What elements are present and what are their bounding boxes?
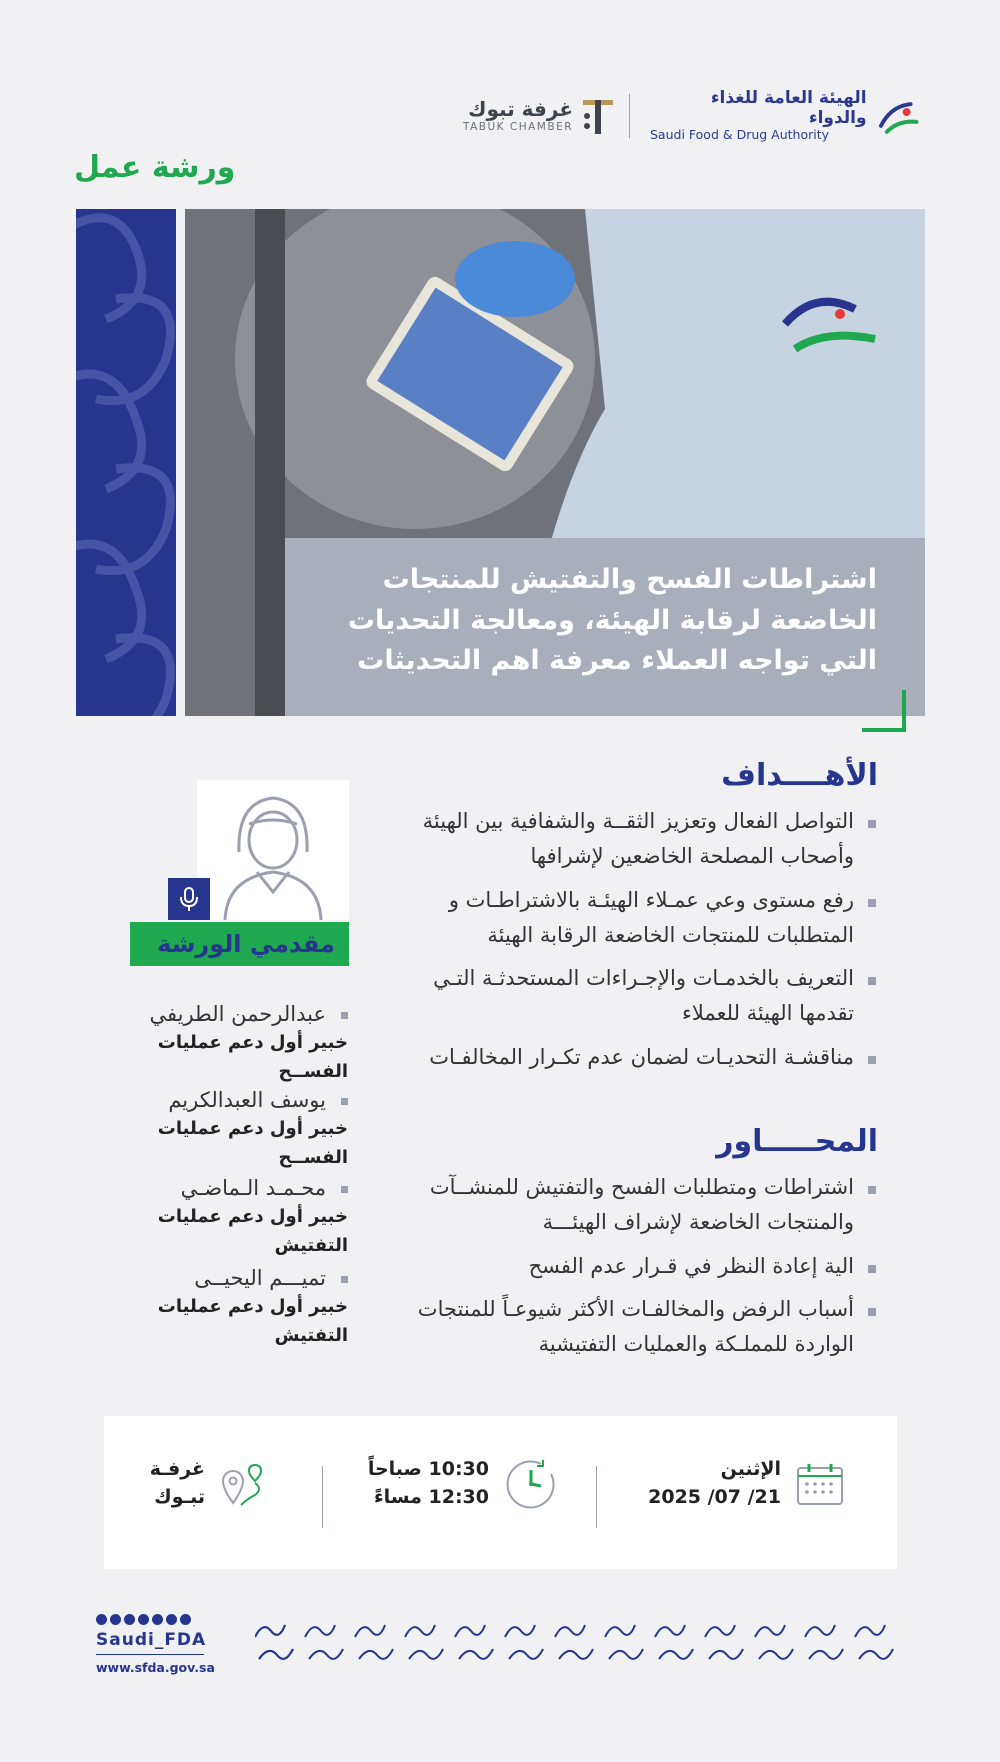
- axis-item: أسباب الرفض والمخالفـات الأكثر شيوعـاً للمنتجات الواردة للمملـكة والعمليات التفتيشية: [378, 1292, 878, 1363]
- info-divider: [322, 1466, 323, 1528]
- youtube-icon[interactable]: [138, 1614, 149, 1625]
- event-date: 2025 /07 /21: [648, 1485, 781, 1508]
- tabuk-name-ar: غرفة تبوك: [468, 97, 573, 122]
- axes-list: [378, 1170, 878, 1370]
- presenter-role: خبير أول دعم عمليات التفتيش: [157, 1296, 348, 1347]
- presenter-name: محـمـد الـماضـي: [88, 1174, 348, 1203]
- social-handle[interactable]: Saudi_FDA: [96, 1630, 207, 1650]
- objective-item: مناقشـة التحديـات لضمان عدم تكـرار المخالفـات: [378, 1040, 878, 1075]
- x-icon[interactable]: [96, 1614, 107, 1625]
- snapchat-icon[interactable]: [110, 1614, 121, 1625]
- location-icon: [219, 1459, 267, 1509]
- time-info: [368, 1456, 559, 1512]
- tabuk-logo-icon: [581, 96, 615, 136]
- footer-decorative-pattern: [255, 1617, 905, 1673]
- location-line-1: غرفـة: [149, 1458, 205, 1480]
- microphone-badge: [168, 878, 210, 920]
- sfda-logo-icon: [877, 96, 920, 136]
- event-info-bar: [104, 1416, 897, 1569]
- avatar: [197, 780, 349, 920]
- presenter-role: خبير أول دعم عمليات التفتيش: [157, 1206, 348, 1257]
- sfda-name-en: Saudi Food & Drug Authority: [650, 127, 830, 143]
- sfda-name-ar: الهيئة العامة للغذاء والدواء: [710, 88, 867, 128]
- tiktok-icon[interactable]: [180, 1614, 191, 1625]
- objectives-list: [378, 804, 878, 1083]
- location-info: [150, 1456, 267, 1511]
- presenter-item: [88, 1086, 348, 1173]
- corner-accent-vertical: [902, 690, 906, 732]
- website-link[interactable]: www.sfda.gov.sa: [96, 1660, 215, 1675]
- tabuk-name-en: TABUK CHAMBER: [463, 121, 573, 134]
- presenter-name: عبدالرحمن الطريفي: [88, 1000, 348, 1029]
- presenter-item: [88, 1174, 348, 1261]
- location-line-2: تبـوك: [154, 1485, 205, 1508]
- presenter-item: [88, 1000, 348, 1087]
- presenter-name: تميـــم اليحيــى: [88, 1264, 348, 1293]
- sfda-logo: [650, 88, 920, 143]
- instagram-icon[interactable]: [124, 1614, 135, 1625]
- tabuk-logo: [440, 92, 615, 140]
- info-divider: [596, 1466, 597, 1528]
- workshop-label: ورشة عمل: [74, 150, 236, 185]
- objectives-title: الأهــــداف: [721, 758, 878, 793]
- event-day: الإثنين: [720, 1458, 781, 1480]
- axes-title: المحـــــاور: [716, 1124, 878, 1159]
- event-time-start: 10:30 صباحاً: [367, 1458, 489, 1481]
- date-info: [648, 1456, 845, 1511]
- axis-item: اشتراطات ومتطلبات الفسح والتفتيش للمنشــآت والمنتجات الخاضعة لإشراف الهيئـــة: [378, 1170, 878, 1241]
- axis-item: الية إعادة النظر في قـرار عدم الفسح: [378, 1249, 878, 1284]
- hero-caption-box: [285, 538, 925, 716]
- clock-icon: [503, 1456, 559, 1512]
- presenter-name: يوسف العبدالكريم: [88, 1086, 348, 1115]
- logo-divider: [629, 94, 630, 138]
- presenter-role: خبير أول دعم عمليات الفســح: [157, 1118, 348, 1169]
- objective-item: التعريف بالخدمـات والإجـراءات المستحدثـة التـي تقدمها الهيئة للعملاء: [378, 961, 878, 1032]
- objective-item: رفع مستوى وعي عمـلاء الهيئـة بالاشتراطـات و المتطلبات للمنتجات الخاضعة الرقابة الهيئة: [378, 883, 878, 954]
- facebook-icon[interactable]: [152, 1614, 163, 1625]
- microphone-icon: [178, 886, 200, 912]
- corner-accent: [862, 728, 906, 732]
- presenters-label: مقدمي الورشة: [130, 922, 349, 966]
- presenter-role: خبير أول دعم عمليات الفســح: [157, 1032, 348, 1083]
- event-time-end: 12:30 مساءً: [373, 1486, 489, 1508]
- avatar-icon: [197, 780, 349, 920]
- calendar-icon: [795, 1461, 845, 1507]
- threads-icon[interactable]: [166, 1614, 177, 1625]
- social-icons: [96, 1614, 191, 1625]
- hero-caption-text: اشتراطات الفسح والتفتيش للمنتجات الخاضعة لرقابة الهيئة، ومعالجة التحديات التي تواجه العملاء معرفة اهم التحديثات: [347, 564, 877, 676]
- presenter-item: [88, 1264, 348, 1351]
- decorative-pattern-strip: [76, 209, 176, 716]
- handle-underline: [96, 1654, 204, 1655]
- objective-item: التواصل الفعال وتعزيز الثقــة والشفافية بين الهيئة وأصحاب المصلحة الخاضعين لإشرافها: [378, 804, 878, 875]
